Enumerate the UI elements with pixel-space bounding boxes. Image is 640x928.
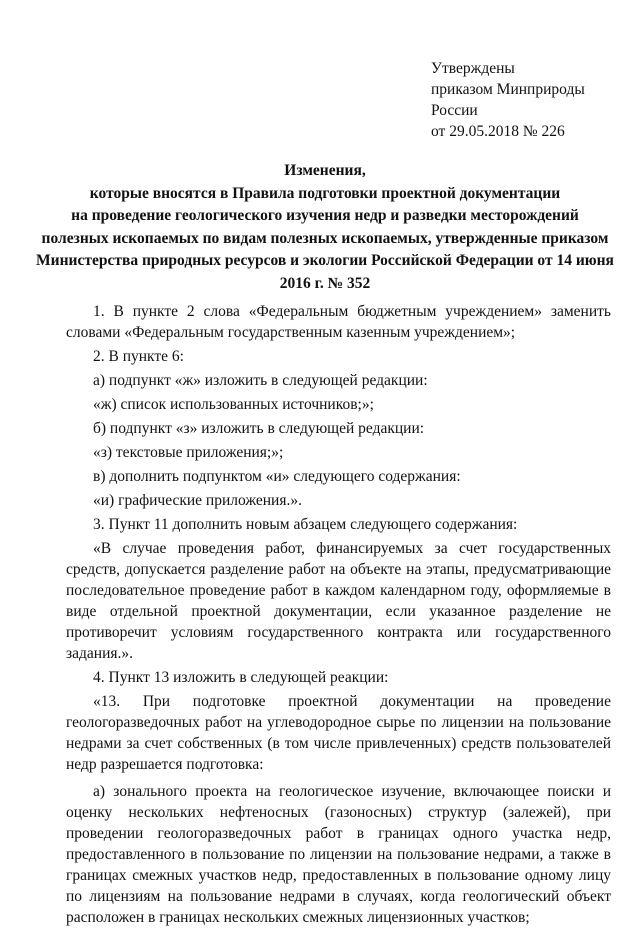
title-line: полезных ископаемых по видам полезных ископаемых, утвержденные приказом — [41, 229, 609, 247]
paragraph-quote-z: «з) текстовые приложения;»; — [93, 444, 284, 461]
paragraph-subitem-i: в) дополнить подпунктом «и» следующего содержания: — [93, 468, 461, 485]
paragraph-subitem-z: б) подпункт «з» изложить в следующей редакции: — [93, 420, 425, 437]
paragraph-subitem-zh: а) подпункт «ж» изложить в следующей редакции: — [93, 372, 428, 389]
title-line: 2016 г. № 352 — [279, 274, 371, 292]
paragraph-quote-item-13: «13. При подготовке проектной документации на проведение геологоразведочных работ на углеводородное сырье по лицензии на пользование недрами за счет собственных (в том числе привлеченных) средств пользователей недр разрешается подготовка: — [66, 693, 611, 773]
title-line: Министерства природных ресурсов и экологии Российской Федерации от 14 июня — [36, 252, 614, 269]
paragraph-item-1: 1. В пункте 2 слова «Федеральным бюджетным учреждением» заменить словами «Федеральным государственным казенным учреждением»; — [66, 303, 611, 341]
paragraph-subitem-a: а) зонального проекта на геологическое изучение, включающее поиски и оценку нескольких нефтеносных (газоносных) структур (залежей), при проведении геологоразведочных работ в границах одного участка недр, предоставленного в пользование по лицензии на пользование недрами, а также в границах смежных участков недр, предоставленных в пользование одному лицу по лицензиям на пользование недрами в случаях, когда геологический объект расположен в границах нескольких смежных лицензионных участков; — [66, 783, 611, 926]
approval-block — [431, 58, 585, 142]
paragraph-item-3: 3. Пункт 11 дополнить новым абзацем следующего содержания: — [93, 516, 518, 533]
approval-line: России — [431, 102, 478, 119]
paragraph-item-2: 2. В пункте 6: — [93, 348, 184, 365]
approval-line: Утверждены — [431, 60, 515, 77]
paragraph-quote-i: «и) графические приложения.». — [93, 492, 302, 509]
title-line: на проведение геологического изучения недр и разведки месторождений — [71, 207, 579, 224]
approval-order-date: от 29.05.2018 № 226 — [431, 123, 565, 140]
document-title — [30, 160, 620, 295]
approval-line: приказом Минприроды — [431, 81, 585, 98]
paragraph-quote-item-11: «В случае проведения работ, финансируемых за счет государственных средств, допускается разделение работ на объекте на этапы, предусматривающие последовательное проведение работ в каждом календарном году, оформляемые в виде отдельной проектной документации, если указанное разделение не противоречит условиям государственного контракта или государственного задания.». — [66, 540, 611, 662]
document-body — [66, 301, 611, 928]
paragraph-quote-zh: «ж) список использованных источников;»; — [93, 396, 374, 413]
paragraph-item-4: 4. Пункт 13 изложить в следующей реакции: — [93, 669, 389, 686]
title-line: Изменения, — [284, 162, 366, 179]
title-line: которые вносятся в Правила подготовки проектной документации — [89, 184, 561, 202]
